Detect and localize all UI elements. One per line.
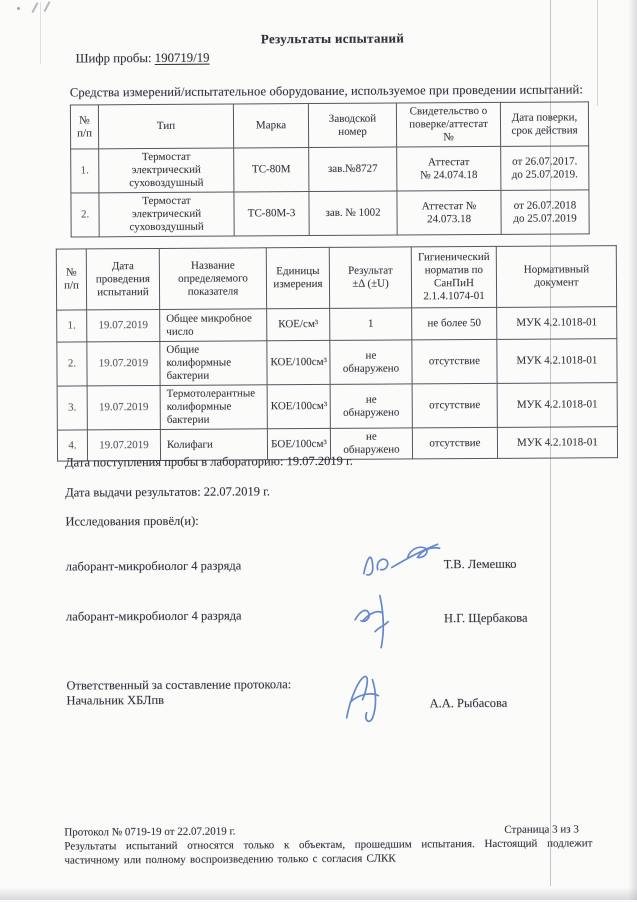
col-header: Гигиенический норматив по СанПиН 2.1.4.1074-01 xyxy=(411,246,496,308)
table-cell: Общее микробное число xyxy=(160,309,267,342)
responsible-label: Ответственный за составление протокола: xyxy=(66,677,292,693)
col-header: Результат ±Δ (±U) xyxy=(329,247,411,308)
table-cell: не обнаружено xyxy=(330,428,412,460)
table-cell: 3. xyxy=(57,386,87,430)
table-cell: 19.07.2019 xyxy=(87,309,160,341)
equipment-intro: Средства измерений/испытательное оборудование, используемое при проведении испытаний: xyxy=(69,82,584,100)
table-cell: ТС-80М xyxy=(234,148,309,192)
table-cell: КОЕ/100см³ xyxy=(267,340,330,384)
results-table-header xyxy=(56,246,616,310)
table-cell: 19.07.2019 xyxy=(87,341,160,385)
table-row xyxy=(71,190,589,237)
col-header: Дата поверки, срок действия xyxy=(500,102,588,147)
table-cell: не более 50 xyxy=(412,307,497,340)
equipment-table-header xyxy=(70,102,588,149)
table-cell: БОЕ/100см³ xyxy=(267,428,330,459)
footer-disclaimer: Результаты испытаний относятся только к объектам, прошедшим испытания. Настоящий подлежит частичному или полному воспроизведению только с согласия СЛКК xyxy=(64,837,593,867)
sample-code-label: Шифр пробы: xyxy=(75,51,152,66)
table-row xyxy=(57,339,617,386)
col-header: Название определяемого показателя xyxy=(159,248,266,310)
col-header: Нормативный документ xyxy=(496,246,616,308)
table-cell: 1. xyxy=(71,149,99,193)
responsible-position: Начальник ХБЛпв xyxy=(66,692,165,708)
table-cell: отсутствие xyxy=(412,339,497,384)
table-cell: МУК 4.2.1018-01 xyxy=(497,307,617,340)
equipment-table xyxy=(70,101,590,237)
researcher-role: лаборант-микробиолог 4 разряда xyxy=(65,608,242,624)
table-cell: Термостат электрический суховоздушный xyxy=(99,148,234,193)
col-header: Дата проведения испытаний xyxy=(86,248,159,309)
col-header: № п/п xyxy=(70,105,98,149)
table-cell: от 26.07.2017. до 25.07.2019. xyxy=(501,146,589,191)
table-cell: Термостат электрический суховоздушный xyxy=(99,192,234,237)
table-cell: 19.07.2019 xyxy=(87,429,160,460)
table-cell: КОЕ/см³ xyxy=(267,308,330,340)
col-header: Тип xyxy=(98,104,233,149)
researcher-name: Н.Г. Щербакова xyxy=(443,610,528,626)
table-row xyxy=(57,383,617,430)
table-cell: от 26.07.2018 до 25.07.2019 xyxy=(501,190,589,235)
table-row xyxy=(71,146,589,193)
table-cell: зав.№8727 xyxy=(309,147,397,192)
table-cell: 1. xyxy=(57,310,87,342)
table-cell: Термотолерантные колиформные бактерии xyxy=(160,385,267,430)
table-cell: отсутствие xyxy=(412,383,497,428)
table-cell: не обнаружено xyxy=(330,384,412,429)
table-cell: Общие колиформные бактерии xyxy=(160,341,267,386)
table-cell: 2. xyxy=(71,193,99,237)
col-header: № п/п xyxy=(56,249,86,310)
date-received-line: Дата поступления пробы в лабораторию: 19.07.2019 г. xyxy=(65,453,353,470)
signature-shcherbakova xyxy=(349,590,399,652)
table-cell: МУК 4.2.1018-01 xyxy=(497,383,617,428)
researcher-name: Т.В. Лемешко xyxy=(443,556,517,572)
signature-lemeshko xyxy=(356,539,446,585)
table-cell: 2. xyxy=(57,342,87,386)
table-cell: 19.07.2019 xyxy=(87,385,160,429)
col-header: Свидетельство о поверке/аттестат № xyxy=(396,102,500,147)
table-cell: Аттестат № 24.073.18 xyxy=(397,190,501,235)
table-cell: зав. № 1002 xyxy=(309,191,397,236)
researcher-role: лаборант-микробиолог 4 разряда xyxy=(65,558,242,574)
table-cell: 4. xyxy=(57,430,87,461)
table-cell: Колифаги xyxy=(160,429,267,461)
researchers-label: Исследования провёл(и): xyxy=(65,513,199,529)
sample-code-value: 190719/19 xyxy=(154,50,210,65)
date-issued-line: Дата выдачи результатов: 22.07.2019 г. xyxy=(65,484,271,500)
signature-rybasova xyxy=(334,668,386,726)
table-cell: Аттестат № 24.074.18 xyxy=(397,146,501,191)
table-cell: не обнаружено xyxy=(330,340,412,385)
table-cell: 1 xyxy=(330,308,412,341)
col-header: Единицы измерения xyxy=(266,247,329,308)
table-cell: МУК 4.2.1018-01 xyxy=(497,427,617,459)
col-header: Заводской номер xyxy=(308,103,396,148)
col-header: Марка xyxy=(233,104,308,148)
protocol-number-line: Протокол № 0719-19 от 22.07.2019 г. xyxy=(64,825,236,839)
sample-code-line xyxy=(76,51,210,67)
table-cell: МУК 4.2.1018-01 xyxy=(497,339,617,384)
table-cell: отсутствие xyxy=(412,427,497,459)
page-number: Страница 3 из 3 xyxy=(504,823,579,836)
table-row xyxy=(57,307,617,342)
table-cell: ТС-80М-3 xyxy=(234,192,309,236)
responsible-name: А.А. Рыбасова xyxy=(429,695,508,711)
table-cell: КОЕ/100см³ xyxy=(267,384,330,428)
page-title: Результаты испытаний xyxy=(260,30,405,47)
results-table xyxy=(56,245,618,461)
